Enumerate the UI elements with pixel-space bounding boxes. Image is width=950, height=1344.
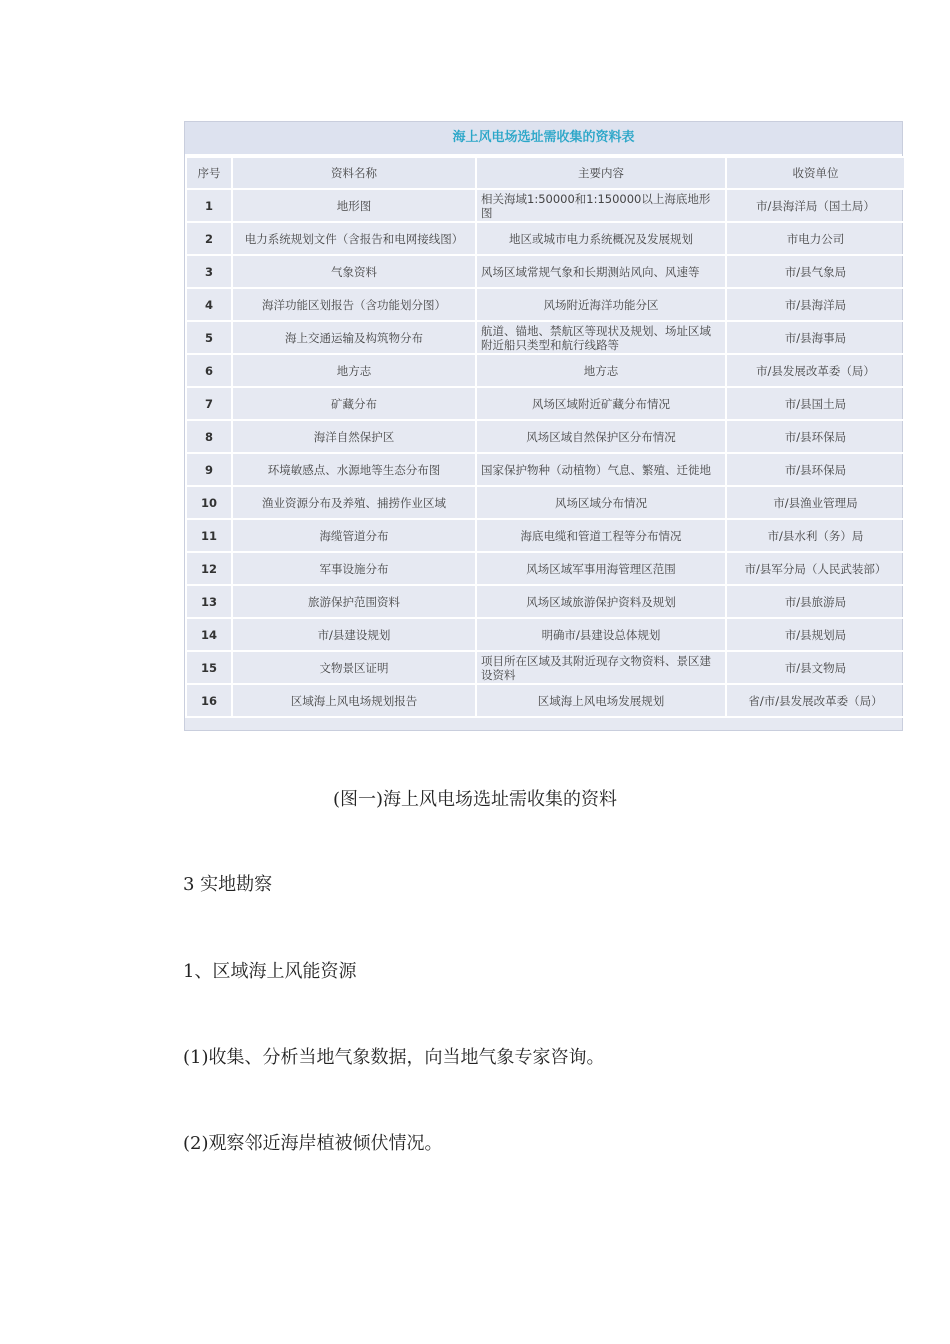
cell-name: 海上交通运输及构筑物分布 bbox=[232, 321, 476, 354]
cell-no: 11 bbox=[186, 519, 232, 552]
cell-unit: 市/县海事局 bbox=[726, 321, 905, 354]
table-row bbox=[186, 486, 905, 519]
cell-name: 地方志 bbox=[232, 354, 476, 387]
cell-no: 14 bbox=[186, 618, 232, 651]
cell-no: 1 bbox=[186, 189, 232, 222]
table-row bbox=[186, 255, 905, 288]
cell-no: 8 bbox=[186, 420, 232, 453]
cell-name: 气象资料 bbox=[232, 255, 476, 288]
paragraph-item-1: (1)收集、分析当地气象数据，向当地气象专家咨询。 bbox=[183, 1047, 605, 1068]
cell-name: 区域海上风电场规划报告 bbox=[232, 684, 476, 717]
cell-unit: 市/县旅游局 bbox=[726, 585, 905, 618]
cell-content: 区域海上风电场发展规划 bbox=[476, 684, 726, 717]
cell-name: 环境敏感点、水源地等生态分布图 bbox=[232, 453, 476, 486]
cell-content: 项目所在区域及其附近现存文物资料、景区建设资料 bbox=[476, 651, 726, 684]
cell-content: 风场区域自然保护区分布情况 bbox=[476, 420, 726, 453]
cell-name: 旅游保护范围资料 bbox=[232, 585, 476, 618]
cell-name: 矿藏分布 bbox=[232, 387, 476, 420]
cell-content: 风场附近海洋功能分区 bbox=[476, 288, 726, 321]
cell-name: 军事设施分布 bbox=[232, 552, 476, 585]
table-row bbox=[186, 321, 905, 354]
cell-content: 海底电缆和管道工程等分布情况 bbox=[476, 519, 726, 552]
cell-content: 地方志 bbox=[476, 354, 726, 387]
cell-unit: 市/县军分局（人民武装部） bbox=[726, 552, 905, 585]
cell-no: 16 bbox=[186, 684, 232, 717]
cell-unit: 市/县海洋局 bbox=[726, 288, 905, 321]
cell-no: 7 bbox=[186, 387, 232, 420]
cell-unit: 市/县发展改革委（局） bbox=[726, 354, 905, 387]
table-row bbox=[186, 189, 905, 222]
cell-name: 市/县建设规划 bbox=[232, 618, 476, 651]
table-row bbox=[186, 387, 905, 420]
header-name: 资料名称 bbox=[232, 157, 476, 189]
table-row bbox=[186, 552, 905, 585]
table-row bbox=[186, 222, 905, 255]
cell-content: 明确市/县建设总体规划 bbox=[476, 618, 726, 651]
section-heading: 3 实地勘察 bbox=[183, 874, 273, 895]
cell-unit: 市电力公司 bbox=[726, 222, 905, 255]
cell-unit: 市/县国土局 bbox=[726, 387, 905, 420]
cell-no: 2 bbox=[186, 222, 232, 255]
table-row bbox=[186, 354, 905, 387]
cell-content: 相关海域1:50000和1:150000以上海底地形图 bbox=[476, 189, 726, 222]
cell-name: 海洋功能区划报告（含功能划分图） bbox=[232, 288, 476, 321]
header-no: 序号 bbox=[186, 157, 232, 189]
table-row bbox=[186, 288, 905, 321]
cell-no: 5 bbox=[186, 321, 232, 354]
header-unit: 收资单位 bbox=[726, 157, 905, 189]
cell-no: 15 bbox=[186, 651, 232, 684]
cell-unit: 市/县气象局 bbox=[726, 255, 905, 288]
table-body bbox=[186, 189, 905, 717]
cell-no: 3 bbox=[186, 255, 232, 288]
cell-no: 4 bbox=[186, 288, 232, 321]
paragraph-item-2: (2)观察邻近海岸植被倾伏情况。 bbox=[183, 1133, 443, 1154]
cell-no: 9 bbox=[186, 453, 232, 486]
cell-unit: 市/县环保局 bbox=[726, 453, 905, 486]
table-row bbox=[186, 519, 905, 552]
data-table bbox=[185, 156, 906, 718]
table-header-row bbox=[186, 157, 905, 189]
cell-content: 风场区域分布情况 bbox=[476, 486, 726, 519]
cell-content: 航道、锚地、禁航区等现状及规划、场址区域附近船只类型和航行线路等 bbox=[476, 321, 726, 354]
cell-no: 12 bbox=[186, 552, 232, 585]
cell-content: 风场区域军事用海管理区范围 bbox=[476, 552, 726, 585]
table-row bbox=[186, 453, 905, 486]
figure-caption: (图一)海上风电场选址需收集的资料 bbox=[332, 789, 618, 810]
table-row bbox=[186, 651, 905, 684]
cell-name: 渔业资源分布及养殖、捕捞作业区域 bbox=[232, 486, 476, 519]
cell-name: 地形图 bbox=[232, 189, 476, 222]
cell-unit: 市/县渔业管理局 bbox=[726, 486, 905, 519]
cell-unit: 市/县规划局 bbox=[726, 618, 905, 651]
subsection-heading: 1、区域海上风能资源 bbox=[183, 961, 357, 982]
table-title: 海上风电场选址需收集的资料表 bbox=[185, 122, 902, 156]
table-row bbox=[186, 420, 905, 453]
cell-no: 6 bbox=[186, 354, 232, 387]
cell-content: 风场区域常规气象和长期测站风向、风速等 bbox=[476, 255, 726, 288]
table-row bbox=[186, 618, 905, 651]
header-content: 主要内容 bbox=[476, 157, 726, 189]
cell-unit: 市/县水利（务）局 bbox=[726, 519, 905, 552]
cell-name: 海洋自然保护区 bbox=[232, 420, 476, 453]
data-table-image bbox=[184, 121, 903, 731]
cell-content: 风场区域旅游保护资料及规划 bbox=[476, 585, 726, 618]
cell-unit: 市/县文物局 bbox=[726, 651, 905, 684]
cell-name: 文物景区证明 bbox=[232, 651, 476, 684]
cell-content: 风场区域附近矿藏分布情况 bbox=[476, 387, 726, 420]
cell-name: 电力系统规划文件（含报告和电网接线图） bbox=[232, 222, 476, 255]
table-row bbox=[186, 684, 905, 717]
cell-unit: 市/县环保局 bbox=[726, 420, 905, 453]
cell-unit: 省/市/县发展改革委（局） bbox=[726, 684, 905, 717]
cell-no: 10 bbox=[186, 486, 232, 519]
cell-content: 国家保护物种（动植物）气息、繁殖、迁徙地 bbox=[476, 453, 726, 486]
cell-no: 13 bbox=[186, 585, 232, 618]
cell-content: 地区或城市电力系统概况及发展规划 bbox=[476, 222, 726, 255]
cell-unit: 市/县海洋局（国土局） bbox=[726, 189, 905, 222]
cell-name: 海缆管道分布 bbox=[232, 519, 476, 552]
table-row bbox=[186, 585, 905, 618]
